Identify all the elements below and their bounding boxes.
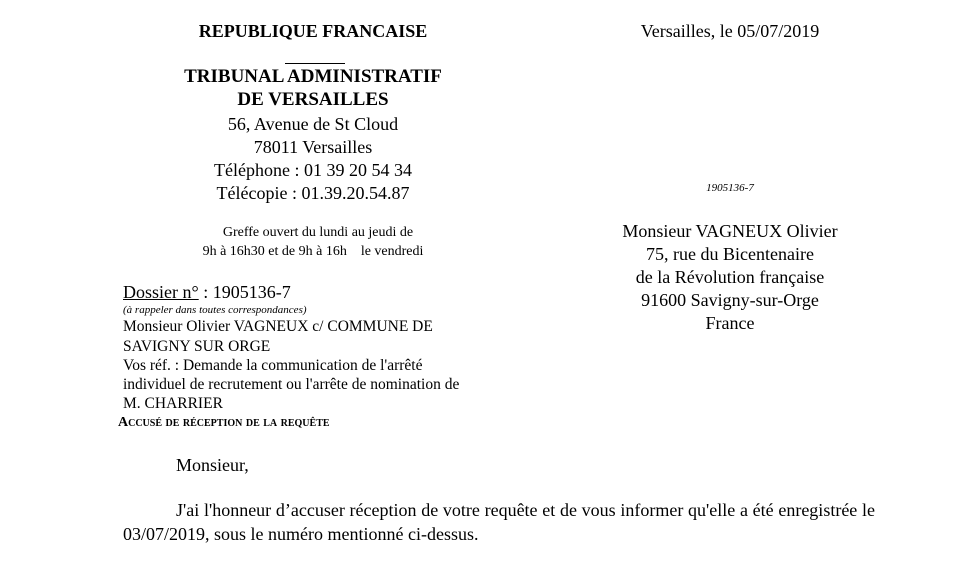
court-fax: Télécopie : 01.39.20.54.87 (216, 183, 410, 203)
your-ref-line1: Vos réf. : Demande la communication de l'arrêté (123, 357, 423, 374)
court-phone: Téléphone : 01 39 20 54 34 (214, 160, 412, 180)
office-hours-line2: 9h à 16h30 et de 9h à 16h le vendredi (202, 244, 424, 259)
dossier-line (123, 282, 291, 302)
dossier-label: Dossier n° (123, 282, 199, 302)
parties-line2: SAVIGNY SUR ORGE (123, 338, 271, 355)
parties-line1: Monsieur Olivier VAGNEUX c/ COMMUNE DE (123, 318, 433, 335)
salutation: Monsieur, (176, 455, 249, 475)
dossier-number: 1905136-7 (212, 282, 291, 302)
court-name-line1: TRIBUNAL ADMINISTRATIF (184, 66, 442, 87)
dossier-separator: : (198, 282, 213, 302)
heading-divider (285, 63, 345, 64)
recipient-street: 75, rue du Bicentenaire (646, 244, 814, 264)
court-address-line2: 78011 Versailles (253, 137, 373, 157)
dossier-reminder: (à rappeler dans toutes correspondances) (123, 304, 307, 316)
your-ref-line2: individuel de recrutement ou l'arrête de nomination de (123, 376, 460, 393)
court-name-line2: DE VERSAILLES (237, 89, 389, 110)
recipient-city: 91600 Savigny-sur-Orge (641, 290, 819, 310)
recipient-street2: de la Révolution française (635, 267, 825, 287)
your-ref-line3: M. CHARRIER (123, 395, 223, 412)
place-and-date: Versailles, le 05/07/2019 (640, 21, 820, 41)
recipient-name: Monsieur VAGNEUX Olivier (622, 221, 838, 241)
republic-heading: REPUBLIQUE FRANCAISE (198, 21, 428, 41)
recipient-country: France (705, 313, 755, 333)
body-paragraph: J'ai l'honneur d’accuser réception de votre requête et de vous informer qu'elle a été enregistrée le 03/07/2019, sous le numéro mentionné ci-dessus. (123, 500, 875, 544)
court-address-line1: 56, Avenue de St Cloud (227, 114, 399, 134)
reference-number: 1905136-7 (706, 182, 754, 194)
subject-heading: Accusé de réception de la requête (118, 415, 330, 430)
office-hours-line1: Greffe ouvert du lundi au jeudi de (222, 225, 414, 240)
